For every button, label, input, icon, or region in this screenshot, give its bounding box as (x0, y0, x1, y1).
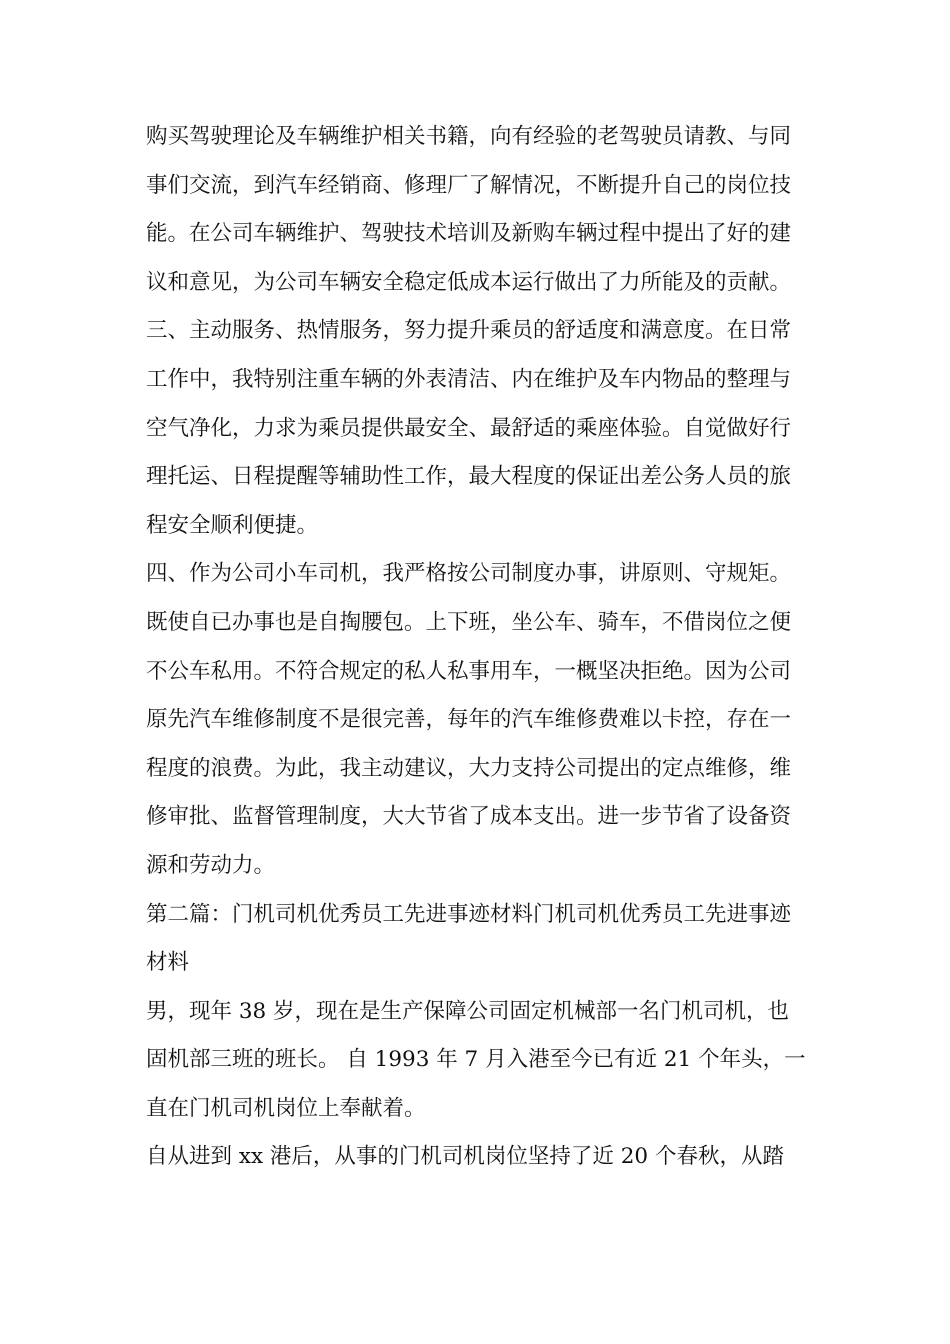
text-line: 程安全顺利便捷。 (146, 512, 319, 538)
body-text (146, 113, 810, 1182)
text-line: 源和劳动力。 (146, 852, 276, 878)
text-line: 理托运、日程提醒等辅助性工作，最大程度的保证出差公务人员的旅 (146, 464, 792, 490)
text-line: 程度的浪费。为此，我主动建议，大力支持公司提出的定点维修，维 (146, 755, 792, 781)
section-heading: 材料 (146, 950, 190, 976)
text-line: 固机部三班的班长。 自 1993 年 7 月入港至今已有近 21 个年头，一 (146, 1047, 806, 1073)
text-line: 自从进到 xx 港后，从事的门机司机岗位坚持了近 20 个春秋，从踏 (146, 1144, 784, 1170)
text-line: 不公车私用。不符合规定的私人私事用车，一概坚决拒绝。因为公司 (146, 658, 792, 684)
text-line: 能。在公司车辆维护、驾驶技术培训及新购车辆过程中提出了好的建 (146, 221, 792, 247)
text-line: 购买驾驶理论及车辆维护相关书籍，向有经验的老驾驶员请教、与同 (146, 124, 792, 149)
text-line: 三、主动服务、热情服务，努力提升乘员的舒适度和满意度。在日常 (146, 318, 792, 344)
text-line: 既使自已办事也是自掏腰包。上下班，坐公车、骑车，不借岗位之便 (146, 609, 792, 635)
text-line: 议和意见，为公司车辆安全稳定低成本运行做出了力所能及的贡献。 (146, 269, 792, 295)
text-line: 原先汽车维修制度不是很完善，每年的汽车维修费难以卡控，存在一 (146, 707, 792, 733)
text-line: 四、作为公司小车司机，我严格按公司制度办事，讲原则、守规矩。 (146, 561, 792, 587)
text-line: 工作中，我特别注重车辆的外表清洁、内在维护及车内物品的整理与 (146, 366, 792, 392)
text-line: 直在门机司机岗位上奉献着。 (146, 1095, 426, 1121)
text-line: 事们交流，到汽车经销商、修理厂了解情况，不断提升自己的岗位技 (146, 172, 792, 198)
section-heading: 第二篇：门机司机优秀员工先进事迹材料门机司机优秀员工先进事迹 (146, 901, 792, 927)
text-line: 空气净化，力求为乘员提供最安全、最舒适的乘座体验。自觉做好行 (146, 415, 792, 441)
text-line: 男，现年 38 岁，现在是生产保障公司固定机械部一名门机司机，也 (146, 998, 790, 1024)
text-line: 修审批、监督管理制度，大大节省了成本支出。进一步节省了设备资 (146, 804, 792, 830)
